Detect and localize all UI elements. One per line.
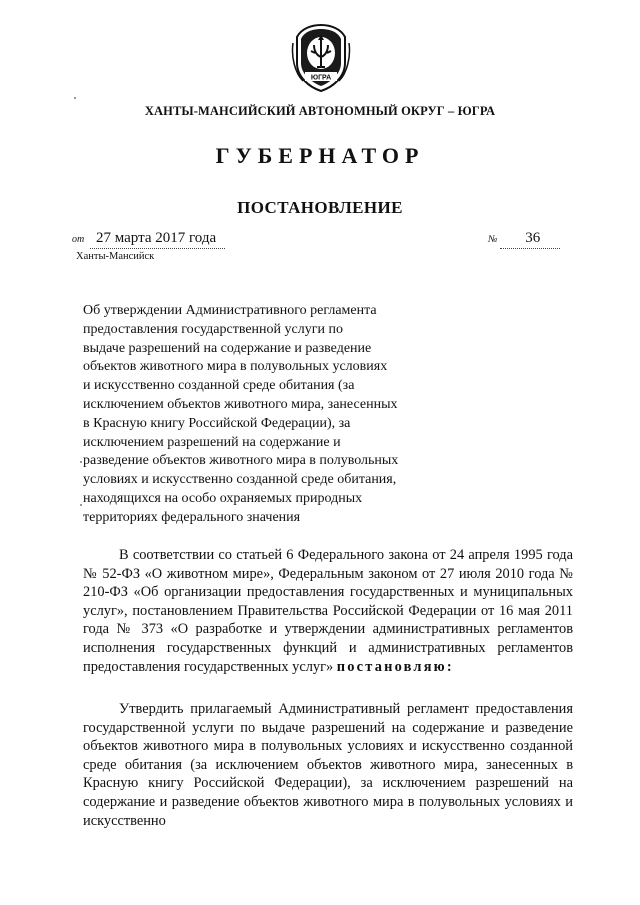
city-name: Ханты-Мансийск <box>76 251 155 262</box>
number-prefix: № <box>488 234 498 245</box>
decree-number: 36 <box>525 230 541 246</box>
region-name: ХАНТЫ-МАНСИЙСКИЙ АВТОНОМНЫЙ ОКРУГ – ЮГРА <box>144 104 496 118</box>
subject-line: выдаче разрешений на содержание и разведение <box>83 340 372 356</box>
authority-title: ГУБЕРНАТОР <box>215 143 425 168</box>
resolve-word: постановляю: <box>336 658 454 675</box>
date-underline <box>90 248 225 249</box>
subject-line: исключением разрешений на содержание и <box>83 434 341 450</box>
decree-number-row <box>488 230 540 247</box>
subject-line: разведение объектов животного мира в полувольных <box>83 453 399 469</box>
preamble-text: В соответствии со статьей 6 Федерального закона от 24 апреля 1995 года № 52-ФЗ «О животном мире», Федеральным законом от 27 июля 2010 года № 210-ФЗ «Об организации предоставления государственных и муниципальных услуг», постановлением Правительства Российской Федерации от 16 мая 2011 года № 373 «О разработке и утверждении административных регламентов исполнения государственных функций и административных регламентов предоставления государственных услуг» <box>83 547 573 675</box>
subject-line: предоставления государственной услуги по <box>83 321 343 337</box>
scan-artifact <box>80 461 82 463</box>
subject-line: исключением объектов животного мира, занесенных <box>83 396 398 412</box>
emblem-caption: ЮГРА <box>310 74 332 82</box>
subject-line: территориях федерального значения <box>83 509 301 525</box>
date-prefix: от <box>72 234 85 245</box>
decree-date: 27 марта 2017 года <box>95 230 217 246</box>
subject-line: условиях и искусственно созданной среде обитания, <box>83 472 397 488</box>
subject-line: находящихся на особо охраняемых природных <box>83 490 363 506</box>
document-type: ПОСТАНОВЛЕНИЕ <box>237 198 403 217</box>
scan-artifact <box>74 97 76 99</box>
decree-subject <box>83 302 428 528</box>
coat-of-arms-icon <box>291 23 351 93</box>
subject-line: объектов животного мира в полувольных условиях <box>83 359 388 375</box>
preamble-paragraph <box>83 546 573 676</box>
subject-line: в Красную книгу Российской Федерации), за <box>83 415 351 431</box>
subject-line: Об утверждении Административного регламента <box>83 303 377 318</box>
scan-artifact <box>80 504 82 506</box>
number-underline <box>500 248 560 249</box>
subject-line: и искусственно созданной среде обитания (за <box>83 378 355 394</box>
decree-date-row <box>72 230 216 247</box>
operative-paragraph: Утвердить прилагаемый Административный регламент предоставления государственной услуги по выдаче разрешений на содержание и разведение объектов животного мира в полувольных условиях и искусственно созданной среде обитания (за исключением объектов животного мира, занесенных в Красную книгу Российской Федерации), за исключением разрешений на содержание и разведение объектов животного мира в полувольных условиях и искусственно <box>83 701 573 829</box>
